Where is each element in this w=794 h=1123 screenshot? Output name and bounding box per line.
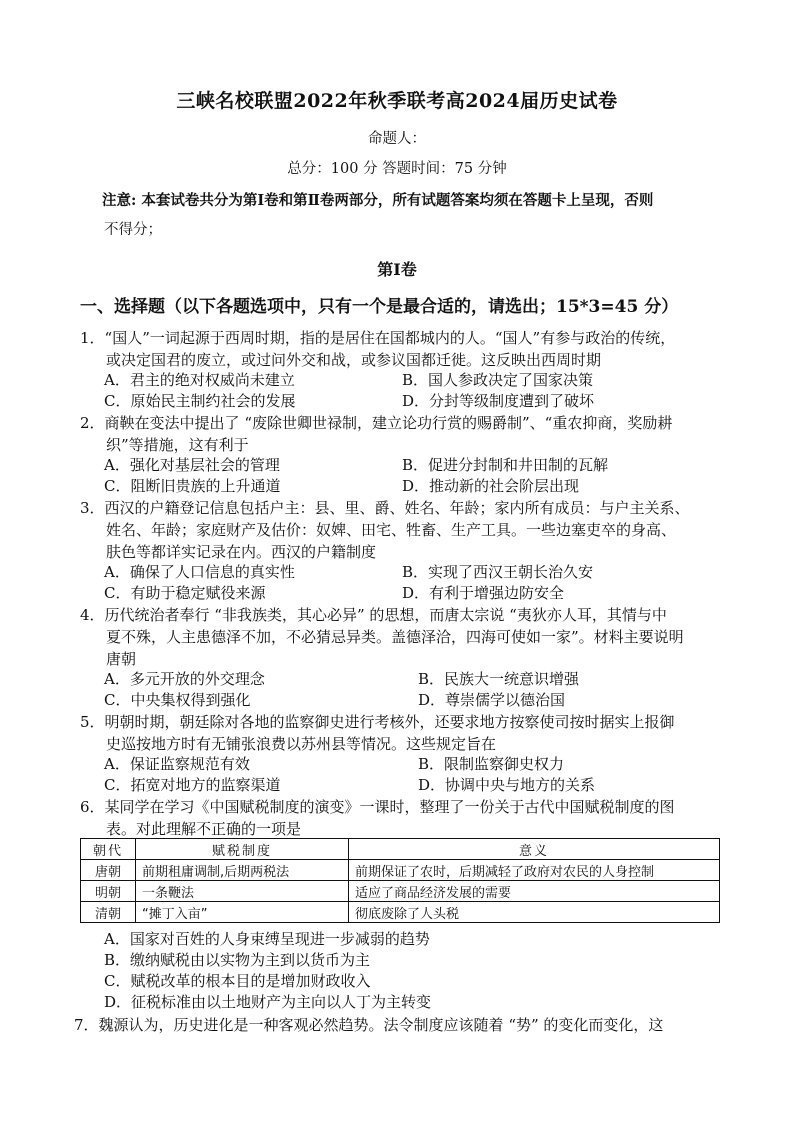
option-a: A．强化对基层社会的管理 bbox=[104, 456, 280, 474]
option-d: D．分封等级制度遭到了破坏 bbox=[402, 392, 595, 410]
question-stem: 表。对此理解不正确的一项是 bbox=[106, 820, 302, 838]
table-cell: 明朝 bbox=[81, 881, 136, 902]
question-stem: 4．历代统治者奉行 “非我族类，其心必异” 的思想，而唐太宗说 “夷狄亦人耳，其情与中 bbox=[80, 606, 667, 624]
option-d: D．有利于增强边防安全 bbox=[402, 584, 565, 602]
question-stem: 1．“国人”一词起源于西周时期，指的是居住在国都城内的人。“国人”有参与政治的传统， bbox=[80, 329, 676, 347]
question-1 bbox=[80, 327, 720, 371]
question-stem: 或决定国君的废立，或过问外交和战，或参议国都迁徙。这反映出西周时期 bbox=[106, 351, 602, 369]
section-heading: 一、选择题（以下各题选项中，只有一个是最合适的，请选出；15*3=45 分） bbox=[80, 297, 679, 317]
table-header-cell: 意义 bbox=[349, 839, 720, 860]
question-stem: 唐朝 bbox=[106, 650, 137, 668]
table-header-row bbox=[81, 839, 720, 860]
question-7 bbox=[74, 1014, 714, 1036]
option-a: A．保证监察规范有效 bbox=[104, 755, 250, 773]
table-cell: 适应了商品经济发展的需要 bbox=[349, 881, 720, 902]
option-b: B．缴纳赋税由以实物为主到以货币为主 bbox=[104, 951, 371, 969]
question-stem: 3．西汉的户籍登记信息包括户主：县、里、爵、姓名、年龄；家内所有成员：与户主关系、 bbox=[80, 499, 690, 517]
option-b: B．促进分封制和井田制的瓦解 bbox=[402, 456, 609, 474]
option-b: B．民族大一统意识增强 bbox=[418, 670, 580, 688]
table-cell: 前期租庸调制,后期两税法 bbox=[136, 860, 349, 881]
option-d: D．征税标准由以土地财产为主向以人丁为主转变 bbox=[104, 993, 432, 1011]
option-c: C．中央集权得到强化 bbox=[104, 691, 251, 709]
question-stem: 姓名、年龄；家庭财产及估价：奴婢、田宅、牲畜、生产工具。一些边塞吏卒的身高、 bbox=[106, 521, 677, 539]
notice-lead: 注意 bbox=[102, 192, 131, 209]
notice-text-2: 不得分； bbox=[104, 222, 162, 238]
question-stem: 肤色等都详实记录在内。西汉的户籍制度 bbox=[106, 543, 377, 561]
option-c: C．赋税改革的根本目的是增加财政收入 bbox=[104, 972, 371, 990]
tax-system-table bbox=[80, 838, 720, 923]
table-row bbox=[81, 881, 720, 902]
option-d: D．协调中央与地方的关系 bbox=[418, 776, 596, 794]
author-line: 命题人： bbox=[368, 131, 426, 147]
table-cell: 清朝 bbox=[81, 902, 136, 923]
option-a: A．多元开放的外交理念 bbox=[104, 670, 265, 688]
table-cell: 一条鞭法 bbox=[136, 881, 349, 902]
option-a: A．国家对百姓的人身束缚呈现进一步减弱的趋势 bbox=[104, 930, 430, 948]
question-stem: 6．某同学在学习《中国赋税制度的演变》一课时，整理了一份关于古代中国赋税制度的图 bbox=[80, 798, 675, 816]
question-4 bbox=[80, 604, 720, 670]
table-cell: 唐朝 bbox=[81, 860, 136, 881]
exam-title: 三峡名校联盟2022年秋季联考高2024届历史试卷 bbox=[176, 90, 618, 112]
question-stem: 夏不殊，人主患德泽不加，不必猜忌异类。盖德泽洽，四海可使如一家”。材料主要说明 bbox=[106, 628, 684, 646]
question-3 bbox=[80, 497, 720, 563]
option-b: B．实现了西汉王朝长治久安 bbox=[402, 563, 594, 581]
question-stem: 织”等措施，这有利于 bbox=[106, 436, 249, 454]
question-2 bbox=[80, 412, 720, 456]
question-5 bbox=[80, 711, 720, 755]
question-stem: 5．明朝时期，朝廷除对各地的监察御史进行考核外，还要求地方按察使司按时据实上报御 bbox=[80, 713, 675, 731]
table-cell: 前期保证了农时，后期减轻了政府对农民的人身控制 bbox=[349, 860, 720, 881]
table-header-cell: 朝代 bbox=[81, 839, 136, 860]
table-cell: 彻底废除了人头税 bbox=[349, 902, 720, 923]
part-title: 第Ⅰ卷 bbox=[377, 260, 417, 279]
table-row bbox=[81, 860, 720, 881]
option-a: A．确保了人口信息的真实性 bbox=[104, 563, 295, 581]
question-6 bbox=[80, 796, 720, 840]
table-cell: “摊丁入亩” bbox=[136, 902, 349, 923]
score-time-line: 总分：100 分 答题时间：75 分钟 bbox=[287, 161, 507, 177]
option-d: D．尊崇儒学以德治国 bbox=[418, 691, 566, 709]
question-stem: 7．魏源认为，历史进化是一种客观必然趋势。法令制度应该随着 “势” 的变化而变化，这 bbox=[74, 1016, 664, 1034]
option-a: A．君主的绝对权威尚未建立 bbox=[104, 371, 295, 389]
table-header-cell: 赋税制度 bbox=[136, 839, 349, 860]
option-c: C．阻断旧贵族的上升通道 bbox=[104, 477, 281, 495]
option-b: B．限制监察御史权力 bbox=[418, 755, 565, 773]
option-c: C．有助于稳定赋役来源 bbox=[104, 584, 266, 602]
notice-text: : 本套试卷共分为第Ⅰ卷和第Ⅱ卷两部分，所有试题答案均须在答题卡上呈现，否则 bbox=[131, 192, 654, 209]
option-c: C．拓宽对地方的监察渠道 bbox=[104, 776, 281, 794]
option-d: D．推动新的社会阶层出现 bbox=[402, 477, 580, 495]
question-stem: 2．商鞅在变法中提出了 “废除世卿世禄制，建立论功行赏的赐爵制”、“重农抑商，奖励耕 bbox=[80, 414, 673, 432]
option-b: B．国人参政决定了国家决策 bbox=[402, 371, 594, 389]
table-row bbox=[81, 902, 720, 923]
question-stem: 史巡按地方时有无铺张浪费以苏州县等情况。这些规定旨在 bbox=[106, 735, 497, 753]
exam-notice bbox=[102, 186, 727, 245]
option-c: C．原始民主制约社会的发展 bbox=[104, 392, 296, 410]
